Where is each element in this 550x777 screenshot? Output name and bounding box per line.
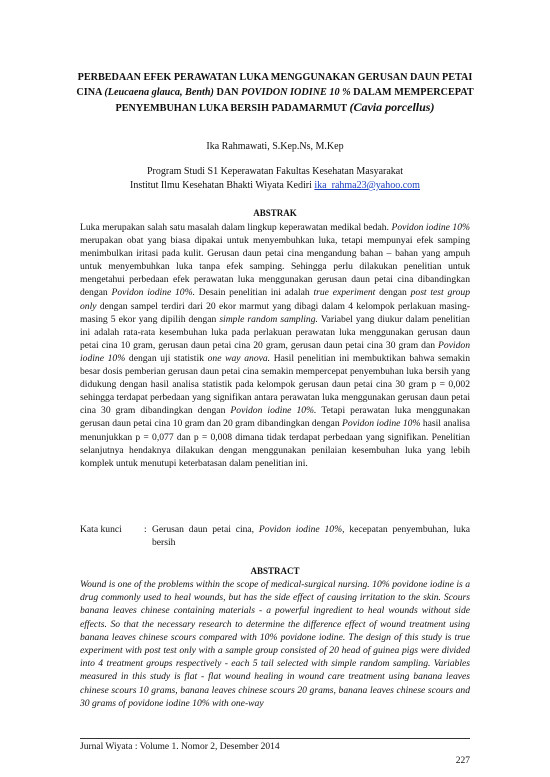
keyword-italic: Povidon iodine 10%, <box>258 524 345 535</box>
title-part3: DALAM MEMPERCEPAT PENYEMBUHAN LUKA BERSIH PADAMARMUT <box>115 87 474 114</box>
abstrak-text: Luka merupakan salah satu masalah dalam lingkup keperawatan medikal bedah. <box>80 222 389 233</box>
affiliation-line1: Program Studi S1 Keperawatan Fakultas Kesehatan Masyarakat <box>146 166 404 177</box>
title-part2: DAN <box>216 87 239 98</box>
abstrak-italic: post test group only <box>80 287 471 312</box>
paper-title <box>70 70 480 116</box>
abstrak-text: dengan sampel terdiri dari 20 ekor marmut yang dibagi dalam 4 kelompok perlakuan masing-masing 5 ekor yang dipilih dengan <box>80 300 470 325</box>
abstrak-italic: Povidon iodine 10% <box>391 222 471 233</box>
title-povidon: POVIDON IODINE 10 % <box>241 87 351 98</box>
abstrak-text: Hasil penelitian ini membuktikan bahwa semakin besar dosis pemberian gerusan daun petai cina semakin mempercepat penyembuhan luka bersih yang didukung dengan hasil analisa statistik pada kelompok gerusan daun petai cina 30 gram p = 0,002 sehingga terdapat perbedaan yang signifikan antara perawatan luka menggunakan gerusan daun petai cina 30 gram dibandingkan dengan <box>80 352 471 417</box>
keywords-colon: : <box>144 524 147 535</box>
email-link[interactable]: ika_rahma23@yahoo.com <box>314 180 420 191</box>
keywords <box>80 523 470 549</box>
keywords-label: Kata kunci <box>80 524 122 535</box>
abstrak-heading: ABSTRAK <box>253 208 297 218</box>
abstract-heading: ABSTRACT <box>250 566 300 576</box>
abstrak-italic: Povidon iodine 10%. <box>111 287 195 299</box>
abstrak-italic: Povidon iodine 10%. <box>230 405 317 417</box>
abstrak-text: Variabel yang diukur dalam penelitian ini adalah rata-rata kesembuhan luka pada perlakuan perawatan luka menggunakan gerusan daun petai cina 10 gram, gerusan daun petai cina 20 gram, gerusan daun petai cina 30 gram dan <box>80 313 470 351</box>
abstrak-italic: one way anova. <box>207 352 271 364</box>
keyword-text: kecepatan penyembuhan, luka bersih <box>152 524 471 549</box>
abstrak-text: hasil analisa menunjukkan p = 0,077 dan p = 0,008 dimana tidak terdapat perbedaan yang signifikan. Penelitian selanjutnya hendaknya dilakukan dengan menggunakan penilaian kesembuhan luka yang lebih komplek untuk menutupi keterbatasan dalam penelitian ini. <box>80 418 471 469</box>
institution-name: Institut Ilmu Kesehatan Bhakti Wiyata Kediri <box>130 180 312 191</box>
abstrak-italic: simple random sampling. <box>219 313 318 325</box>
affiliation <box>80 165 470 193</box>
abstrak-italic: true experiment <box>313 287 376 299</box>
abstrak-italic: Povidon iodine 10% <box>80 339 470 364</box>
title-species: (Cavia porcellus) <box>349 100 435 114</box>
abstrak-text: Tetapi perawatan luka menggunakan gerusan daun petai cina 10 gram dan 20 gram dibandingkan dengan <box>80 405 471 430</box>
page-number: 227 <box>455 756 470 766</box>
affiliation-line2 <box>80 179 470 193</box>
abstrak-text: dengan uji statistik <box>128 352 204 364</box>
keywords-list <box>152 523 470 549</box>
keyword-text: Gerusan daun petai cina, <box>152 524 255 535</box>
author-name: Ika Rahmawati, S.Kep.Ns, M.Kep <box>206 141 344 152</box>
abstrak-text: dengan <box>379 287 407 299</box>
footer-divider <box>80 738 470 739</box>
abstrak-text: merupakan obat yang biasa dipakai untuk menyembuhkan luka, tetapi mempunyai efek samping menimbulkan iritasi pada kulit. Gerusan daun petai cina mengandung bahan – bahan yang ampuh untuk menyembuhkan luka tanpa efek samping. Sehingga perlu dilakukan penelitian untuk mengetahui perbedaan efek perawatan luka menggunakan gerusan daun petai cina dibandingkan dengan <box>80 235 470 299</box>
abstrak-text: Desain penelitian ini adalah <box>198 287 310 299</box>
journal-footer: Jurnal Wiyata : Volume 1. Nomor 2, Desember 2014 <box>80 742 280 752</box>
title-latin-name: (Leucaena glauca, Benth) <box>104 87 214 98</box>
title-part1: PERBEDAAN EFEK PERAWATAN LUKA MENGGUNAKAN GERUSAN DAUN PETAI CINA <box>76 72 473 98</box>
abstrak-body <box>80 221 470 470</box>
abstrak-italic: Povidon iodine 10% <box>342 418 421 430</box>
abstract-body: Wound is one of the problems within the scope of medical-surgical nursing. 10% povidone iodine is a drug commonly used to heal wounds, but has the side effect of causing irritation to the skin. Scours banana leaves chinese containing materials - a powerful ingredient to heal wounds without side effects. So that the necessary research to determine the difference effect of wound treatment using banana leaves chinese scours compared with 10% povidone iodine. The design of this study is true experiment with post test only with a sample group consisted of 20 head of guinea pigs were divided into 4 treatment groups respectively - each 5 tail selected with simple random sampling. Variables measured in this study is flat - flat wound healing in wound care treatment using banana leaves chinese scours 10 grams, banana leaves chinese scours 20 grams, banana leaves chinese scours and 30 grams of povidone iodine 10% with one-way <box>80 579 470 709</box>
